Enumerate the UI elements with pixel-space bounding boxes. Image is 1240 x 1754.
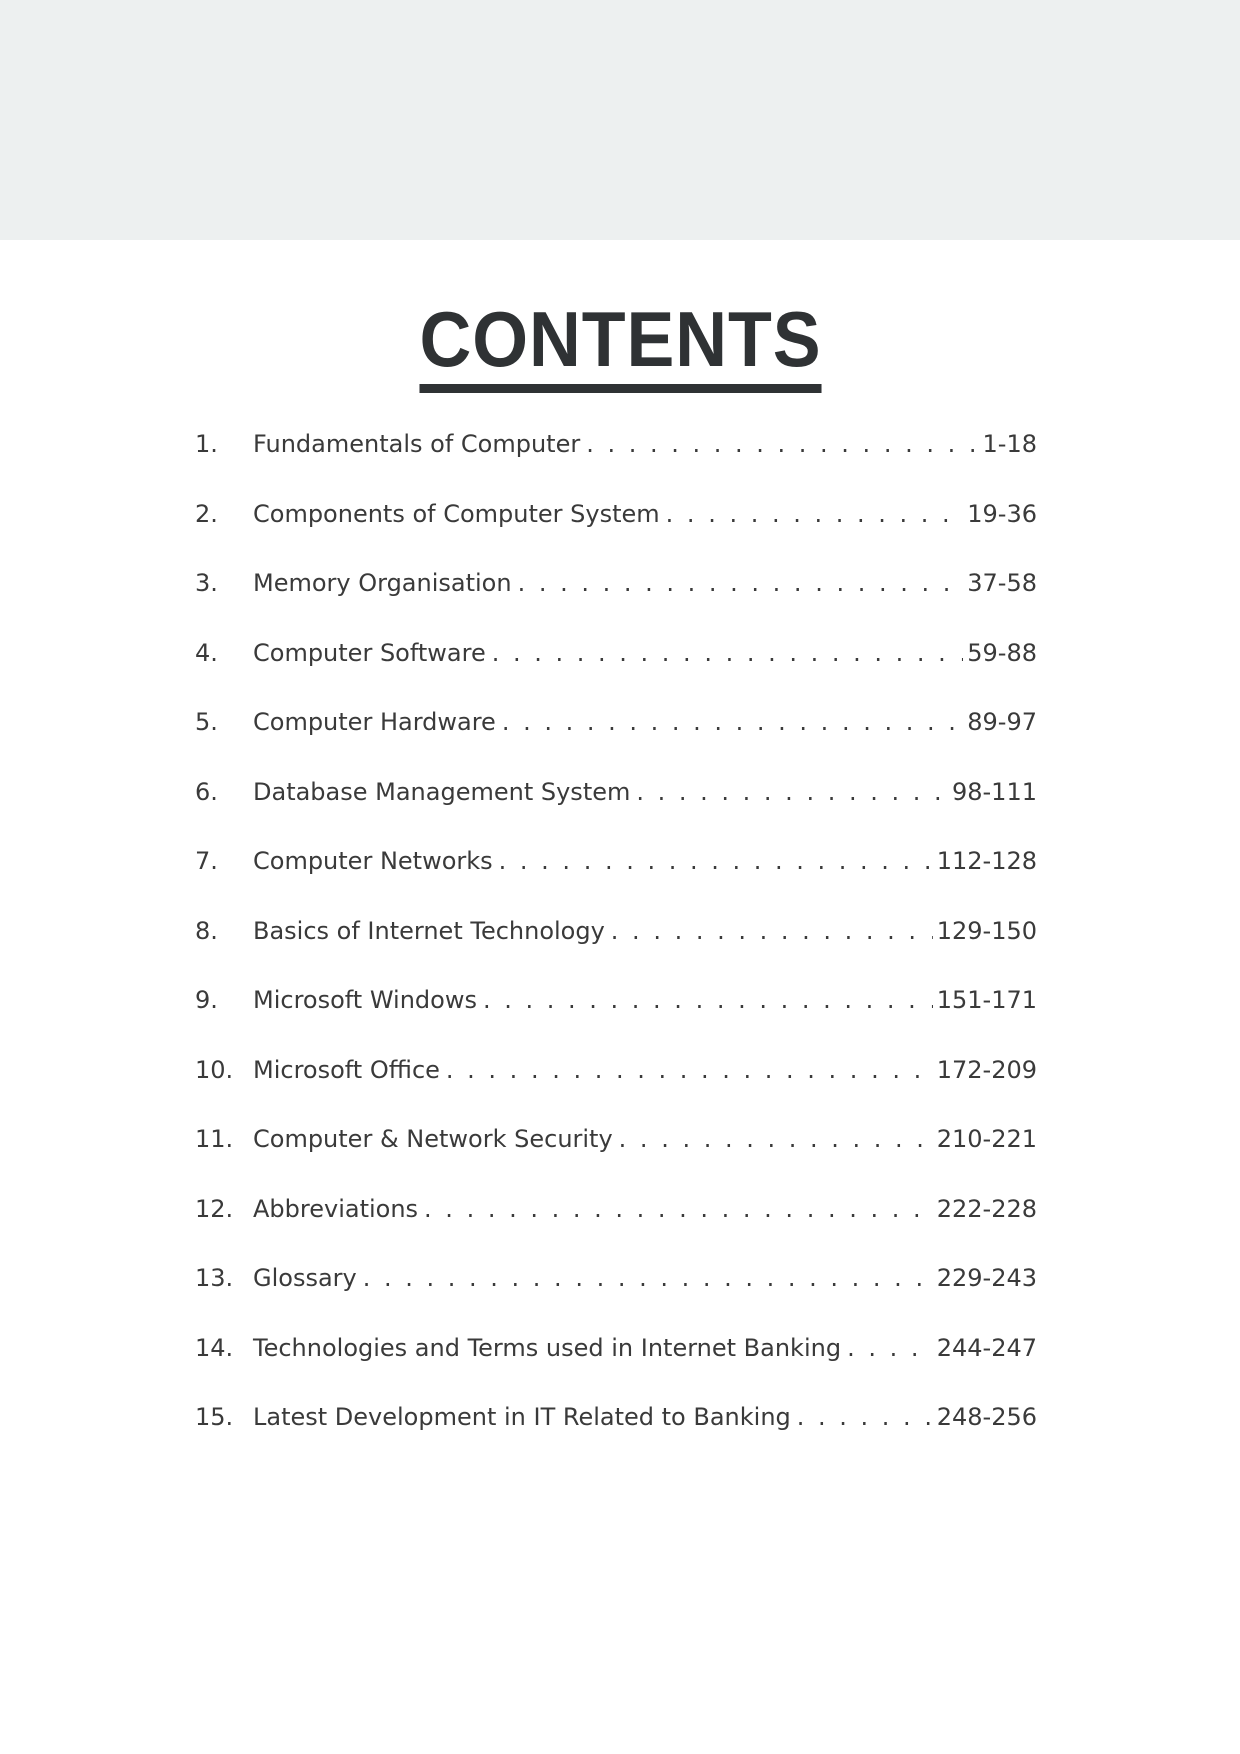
dot-leader bbox=[619, 1125, 933, 1153]
entry-title: Memory Organisation bbox=[253, 569, 512, 597]
toc-entry-14[interactable] bbox=[195, 1334, 1037, 1404]
entry-pages: 244-247 bbox=[936, 1333, 1037, 1362]
entry-number: 2. bbox=[195, 499, 218, 528]
entry-pages: 112-128 bbox=[936, 847, 1037, 875]
entry-number: 15. bbox=[195, 1403, 234, 1431]
entry-title: Technologies and Terms used in Internet Banking bbox=[253, 1333, 842, 1362]
toc-entry-11[interactable] bbox=[195, 1125, 1037, 1195]
dot-leader bbox=[518, 569, 964, 597]
dot-leader bbox=[424, 1195, 933, 1223]
entry-pages: 172-209 bbox=[936, 1055, 1037, 1084]
dot-leader bbox=[499, 847, 933, 875]
entry-pages: 1-18 bbox=[982, 430, 1037, 458]
toc-entry-13[interactable] bbox=[195, 1264, 1037, 1334]
dot-leader bbox=[363, 1264, 933, 1292]
title-container bbox=[0, 295, 1240, 393]
entry-number: 14. bbox=[195, 1333, 234, 1362]
entry-pages: 210-221 bbox=[936, 1125, 1037, 1153]
entry-number: 5. bbox=[195, 708, 218, 736]
entry-title: Abbreviations bbox=[253, 1194, 419, 1223]
toc-entry-7[interactable] bbox=[195, 847, 1037, 917]
entry-title: Computer Networks bbox=[253, 847, 493, 875]
entry-title: Microsoft Windows bbox=[253, 986, 477, 1014]
entry-title: Glossary bbox=[253, 1264, 357, 1292]
toc-entry-10[interactable] bbox=[195, 1056, 1037, 1126]
page-title: CONTENTS bbox=[419, 300, 821, 393]
entry-title: Basics of Internet Technology bbox=[253, 916, 605, 945]
entry-pages: 151-171 bbox=[936, 986, 1037, 1014]
entry-title: Microsoft Office bbox=[253, 1055, 440, 1084]
entry-title: Latest Development in IT Related to Banking bbox=[253, 1403, 791, 1431]
toc-entry-15[interactable] bbox=[195, 1403, 1037, 1473]
dot-leader bbox=[492, 639, 964, 667]
entry-number: 4. bbox=[195, 638, 218, 667]
entry-pages: 59-88 bbox=[967, 638, 1037, 667]
dot-leader bbox=[797, 1403, 933, 1431]
dot-leader bbox=[636, 778, 948, 806]
entry-title: Components of Computer System bbox=[253, 499, 660, 528]
toc-entry-4[interactable] bbox=[195, 639, 1037, 709]
entry-pages: 98-111 bbox=[951, 777, 1037, 806]
entry-number: 9. bbox=[195, 986, 218, 1014]
header-band bbox=[0, 0, 1240, 240]
toc-entry-3[interactable] bbox=[195, 569, 1037, 639]
toc-entry-12[interactable] bbox=[195, 1195, 1037, 1265]
entry-number: 6. bbox=[195, 777, 218, 806]
dot-leader bbox=[446, 1056, 933, 1084]
entry-pages: 248-256 bbox=[936, 1403, 1037, 1431]
dot-leader bbox=[666, 500, 964, 528]
toc-entry-9[interactable] bbox=[195, 986, 1037, 1056]
entry-number: 8. bbox=[195, 916, 218, 945]
entry-pages: 19-36 bbox=[967, 499, 1037, 528]
toc-entry-8[interactable] bbox=[195, 917, 1037, 987]
entry-number: 3. bbox=[195, 569, 218, 597]
table-of-contents bbox=[195, 430, 1037, 1473]
entry-number: 13. bbox=[195, 1264, 234, 1292]
dot-leader bbox=[502, 708, 963, 736]
toc-entry-2[interactable] bbox=[195, 500, 1037, 570]
entry-number: 12. bbox=[195, 1194, 234, 1223]
dot-leader bbox=[847, 1334, 933, 1362]
toc-entry-1[interactable] bbox=[195, 430, 1037, 500]
entry-number: 1. bbox=[195, 430, 218, 458]
entry-number: 11. bbox=[195, 1125, 234, 1153]
entry-title: Computer & Network Security bbox=[253, 1125, 613, 1153]
entry-title: Computer Hardware bbox=[253, 708, 496, 736]
toc-entry-6[interactable] bbox=[195, 778, 1037, 848]
dot-leader bbox=[611, 917, 933, 945]
entry-title: Computer Software bbox=[253, 638, 486, 667]
entry-title: Database Management System bbox=[253, 777, 631, 806]
entry-title: Fundamentals of Computer bbox=[253, 430, 581, 458]
dot-leader bbox=[483, 986, 933, 1014]
entry-number: 7. bbox=[195, 847, 218, 875]
dot-leader bbox=[586, 430, 978, 458]
entry-pages: 129-150 bbox=[936, 916, 1037, 945]
entry-pages: 89-97 bbox=[967, 708, 1037, 736]
entry-pages: 229-243 bbox=[936, 1264, 1037, 1292]
toc-entry-5[interactable] bbox=[195, 708, 1037, 778]
entry-number: 10. bbox=[195, 1055, 234, 1084]
entry-pages: 37-58 bbox=[967, 569, 1037, 597]
entry-pages: 222-228 bbox=[936, 1194, 1037, 1223]
